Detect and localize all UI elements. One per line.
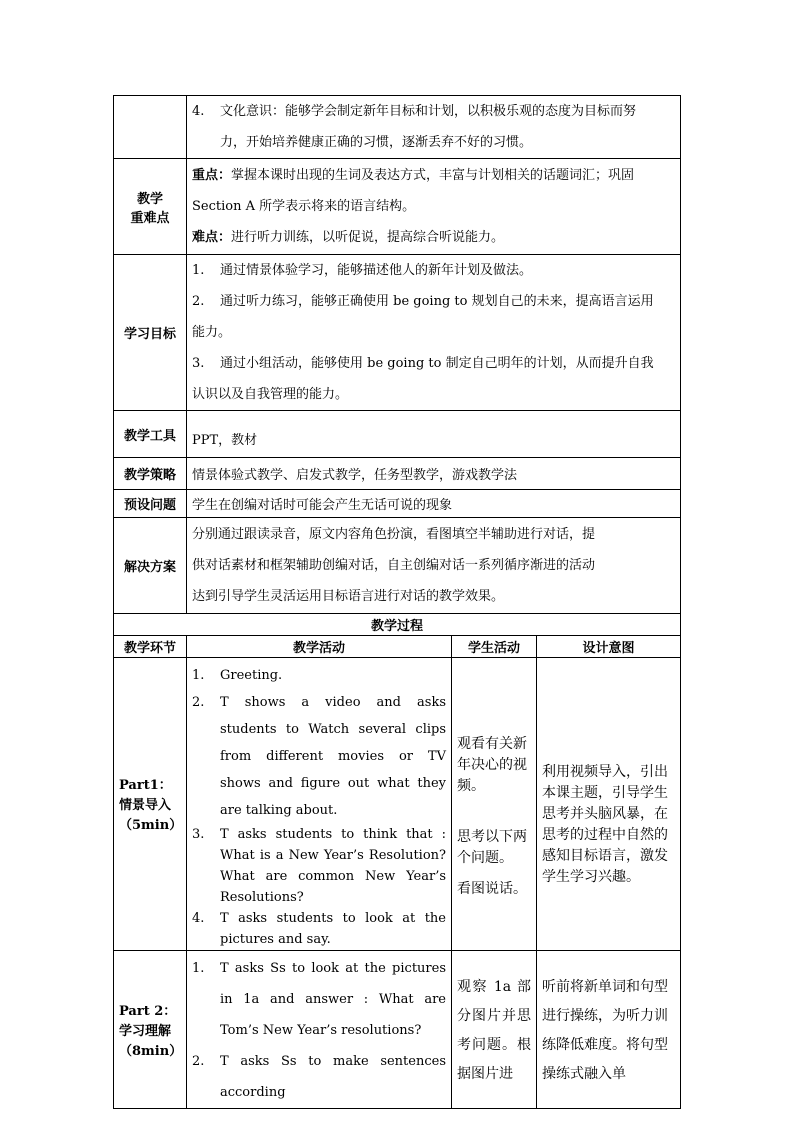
keypoints-cell [187,159,681,255]
item-text-cont: 能力。 [192,325,232,340]
lesson-plan-table [113,95,681,1109]
student-activity: 思考以下两个问题。 [457,829,527,866]
part2-label [114,951,187,1109]
item-text: 通过小组活动，能够使用 be going to 制定自己明年的计划，从而提升自我 [220,356,654,371]
item-number: 2. [192,695,205,710]
item-text: 文化意识：能够学会制定新年目标和计划，以积极乐观的态度为目标而努 [220,104,637,119]
item-text: Greeting. [220,668,283,683]
part2-row [114,951,681,1109]
key-point-label: 重点： [192,168,232,183]
key-point [192,160,675,191]
item-text: T shows a video and asks students to Watch several clips from different movies or TV shows and figure out what they are talking about. [220,695,446,818]
keypoints-label-line1: 教学 [136,191,163,207]
student-activity: 观看有关新年决心的视频。 [457,736,527,794]
item-number: 3. [192,356,205,371]
item-text: T asks Ss to look at the pictures in 1a and answer : What are Tom’s New Year’s resolutions? [220,961,446,1038]
part-label-line: 情景导入 [119,798,172,813]
part2-student: 观察 1a 部分图片并思考问题。根据图片进 [452,951,537,1109]
part2-design: 听前将新单词和句型进行操练，为听力训练降低难度。将句型操练式融入单 [537,951,681,1109]
strategy-row [114,458,681,490]
item-number: 1. [192,961,205,976]
keypoints-label-line2: 重难点 [130,210,170,226]
solution-line: 达到引导学生灵活运用目标语言进行对话的教学效果。 [192,589,505,604]
item-text: T asks students to think that : What is a New Year’s Resolution? What are common New Year’s Resolutions? [220,827,446,905]
culture-row [114,96,681,159]
solution-line: 供对话素材和框架辅助创编对话，自主创编对话一系列循序渐进的活动 [192,558,596,573]
part-label-line: （8min） [119,1043,183,1059]
part1-student [452,658,537,951]
solution-label: 解决方案 [114,518,187,614]
difficult-point [192,222,675,253]
culture-item [192,96,675,127]
item-number: 2. [192,1054,205,1069]
problem-label: 预设问题 [114,490,187,518]
activity-item [192,824,446,908]
part1-design: 利用视频导入，引出本课主题，引导学生思考并头脑风暴，在思考的过程中自然的感知目标语言，激发学生学习兴趣。 [537,658,681,951]
tools-label: 教学工具 [114,411,187,458]
column-header: 学生活动 [452,636,537,658]
part-label-line: （5min） [119,818,183,833]
keypoints-label [114,159,187,255]
process-title-row [114,614,681,636]
objectives-cell [187,255,681,411]
item-number: 3. [192,827,205,842]
column-header: 教学活动 [187,636,452,658]
solution-row [114,518,681,614]
part2-activities [187,951,452,1109]
item-text: T asks Ss to make sentences according [220,1054,446,1100]
activity-item [192,689,446,824]
part-label-line: Part 2： [119,1003,177,1019]
item-text-cont: 力，开始培养健康正确的习惯，逐渐丢弃不好的习惯。 [220,135,533,150]
part1-row [114,658,681,951]
objectives-row [114,255,681,411]
strategy-label: 教学策略 [114,458,187,490]
strategy-value: 情景体验式教学、启发式教学，任务型教学，游戏教学法 [187,458,681,490]
difficult-point-label: 难点： [192,230,232,245]
item-number: 2. [192,294,205,309]
column-header: 教学环节 [114,636,187,658]
item-text: T asks students to look at the pictures and say. [220,911,446,947]
activity-item [192,908,446,950]
problem-value: 学生在创编对话时可能会产生无话可说的现象 [187,490,681,518]
activity-item [192,1046,446,1108]
tools-value: PPT，教材 [187,411,681,458]
item-number: 1. [192,668,205,683]
tools-row [114,411,681,458]
key-point-text: 掌握本课时出现的生词及表达方式，丰富与计划相关的话题词汇；巩固 [231,168,635,183]
item-number: 1. [192,263,205,278]
part-label-line: 学习理解 [119,1023,172,1039]
item-text-cont: 认识以及自我管理的能力。 [192,387,349,402]
part-label-line: Part1： [119,778,172,793]
solution-line: 分别通过跟读录音，原文内容角色扮演，看图填空半辅助进行对话，提 [192,527,596,542]
key-point-cont: Section A 所学表示将来的语言结构。 [192,199,416,214]
solution-cell [187,518,681,614]
keypoints-row [114,159,681,255]
item-number: 4. [192,911,205,926]
objectives-label: 学习目标 [114,255,187,411]
process-title: 教学过程 [114,614,681,636]
objective-item [192,348,675,379]
objective-item [192,255,675,286]
item-text: 通过听力练习，能够正确使用 be going to 规划自己的未来，提高语言运用 [220,294,654,309]
item-text: 通过情景体验学习，能够描述他人的新年计划及做法。 [220,263,533,278]
part1-label [114,658,187,951]
activity-item [192,953,446,1046]
culture-label-cell [114,96,187,159]
part1-activities [187,658,452,951]
culture-cell [187,96,681,159]
activity-item [192,662,446,689]
student-activity: 看图说话。 [457,881,527,897]
problem-row [114,490,681,518]
item-number: 4. [192,104,205,119]
objective-item [192,286,675,317]
column-header: 设计意图 [537,636,681,658]
difficult-point-text: 进行听力训练，以听促说，提高综合听说能力。 [231,230,505,245]
process-header-row [114,636,681,658]
